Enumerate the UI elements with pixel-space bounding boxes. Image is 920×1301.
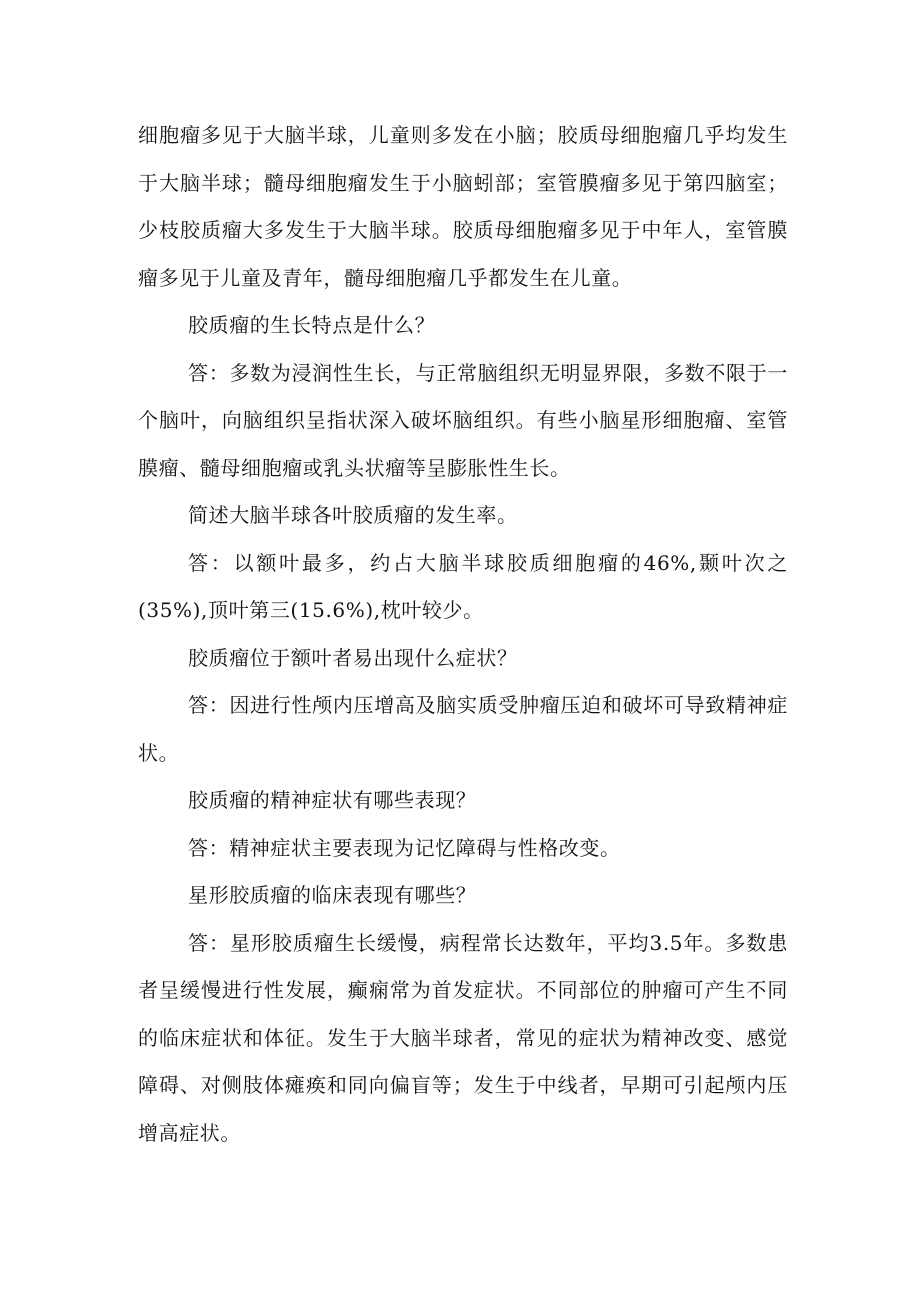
document-body: [138, 112, 788, 1157]
answer-frontal-lobe-symptoms: 答：因进行性颅内压增高及脑实质受肿瘤压迫和破坏可导致精神症状。: [138, 693, 788, 765]
question-incidence-by-lobe: 简述大脑半球各叶胶质瘤的发生率。: [188, 503, 518, 527]
question-frontal-lobe-symptoms: 胶质瘤位于额叶者易出现什么症状？: [188, 645, 518, 670]
question-growth-features: 胶质瘤的生长特点是什么？: [188, 313, 436, 337]
answer-incidence-by-lobe: 答：以额叶最多，约占大脑半球胶质细胞瘤的46%,颞叶次之(35%),顶叶第三(15.6%),枕叶较少。: [138, 550, 788, 622]
answer-astrocytoma-clinical: 答：星形胶质瘤生长缓慢，病程常长达数年，平均3.5年。多数患者呈缓慢进行性发展，癫痫常为首发症状。不同部位的肿瘤可产生不同的临床症状和体征。发生于大脑半球者，常见的症状为精神改变、感觉障碍、对侧肢体瘫痪和同向偏盲等；发生于中线者，早期可引起颅内压增高症状。: [138, 930, 788, 1145]
answer-mental-symptoms: 答：精神症状主要表现为记忆障碍与性格改变。: [188, 835, 621, 860]
question-mental-symptoms: 胶质瘤的精神症状有哪些表现？: [188, 788, 477, 812]
paragraph-continued-text: 细胞瘤多见于大脑半球，儿童则多发在小脑；胶质母细胞瘤几乎均发生于大脑半球；髓母细胞瘤发生于小脑蚓部；室管膜瘤多见于第四脑室；少枝胶质瘤大多发生于大脑半球。胶质母细胞瘤多见于中年人，室管膜瘤多见于儿童及青年，髓母细胞瘤几乎都发生在儿童。: [138, 123, 788, 290]
question-astrocytoma-clinical: 星形胶质瘤的临床表现有哪些？: [188, 883, 477, 907]
answer-growth-features: 答：多数为浸润性生长，与正常脑组织无明显界限，多数不限于一个脑叶，向脑组织呈指状深入破坏脑组织。有些小脑星形细胞瘤、室管膜瘤、髓母细胞瘤或乳头状瘤等呈膨胀性生长。: [138, 360, 788, 480]
